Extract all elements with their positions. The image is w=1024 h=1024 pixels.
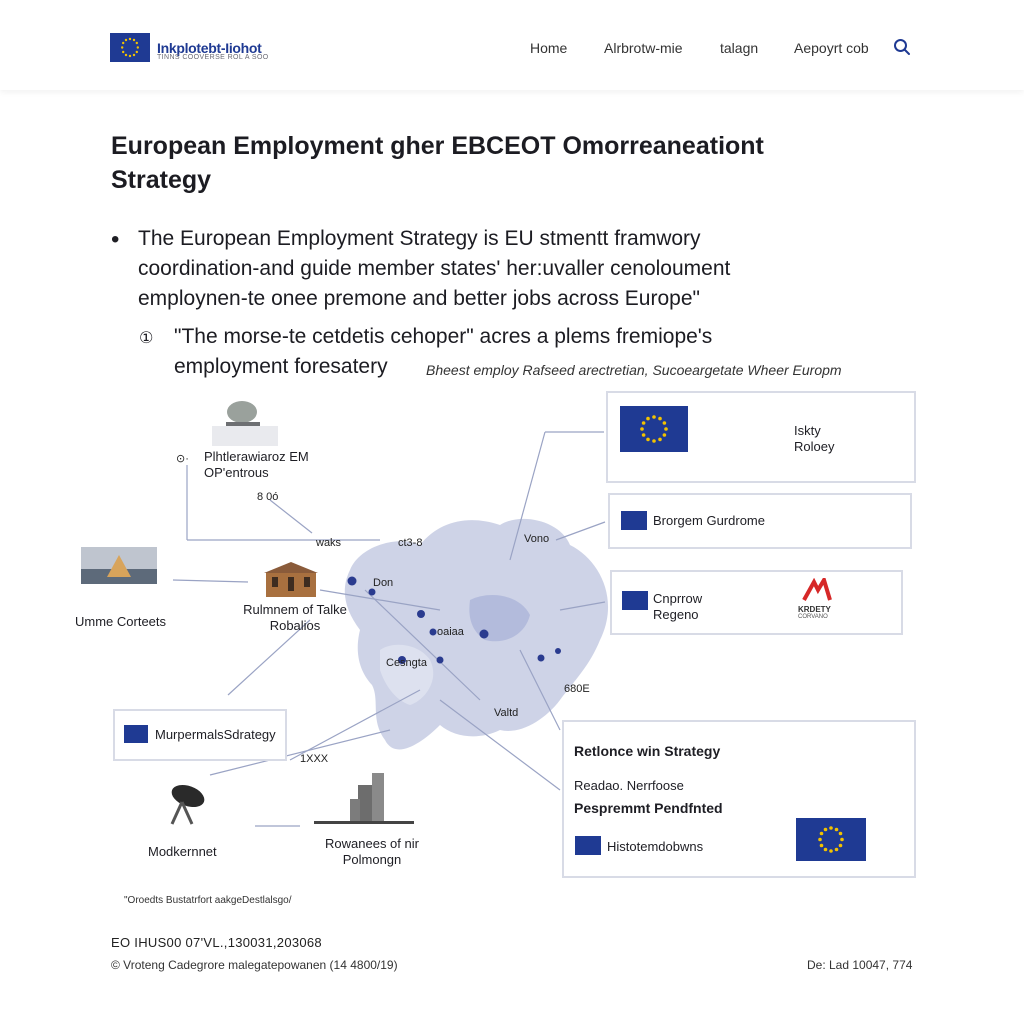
- satellite-dish-image: [160, 780, 208, 828]
- map-label: Cesngta: [386, 657, 427, 669]
- tower-image: [314, 765, 414, 827]
- partner-logo-subtext: CORVANO: [798, 614, 828, 620]
- left-top-label: Plhtlerawiaroz EM OP'entrous: [204, 449, 309, 480]
- building-label: Rulmnem of Talke Robalios: [243, 602, 347, 633]
- footer-document-id: EO IHUS00 07'VL.,130031,203068: [111, 935, 322, 950]
- strategy-panel-line-1: Readao. Nerrfoose: [574, 778, 684, 793]
- eu-flag-icon: [575, 836, 601, 855]
- nav-item-2[interactable]: Alrbrotw-mie: [604, 40, 683, 56]
- site-title[interactable]: Inkplotebt-Iiohot: [157, 40, 262, 56]
- tower-label: Rowanees of nir Polmongn: [325, 836, 419, 867]
- left-image-label: Umme Corteets: [75, 614, 167, 629]
- europe-map: [345, 519, 608, 750]
- left-top-number: 8 0ó: [257, 491, 279, 503]
- sculpture-image: [212, 398, 278, 446]
- dish-label: Modkernnet: [148, 844, 217, 859]
- strategy-panel-flag-label: Histotemdobwns: [607, 839, 704, 854]
- info-box-2-label: Brorgem Gurdrome: [653, 513, 765, 528]
- partner-logo-text: KRDETY: [798, 605, 831, 614]
- eu-stars-icon: [110, 33, 150, 62]
- eu-stars-icon: [796, 818, 866, 861]
- building-image: [262, 561, 320, 597]
- strategy-panel-line-2: Pespremmt Pendfnted: [574, 800, 723, 816]
- search-icon[interactable]: [893, 38, 911, 56]
- footer-date: De: Lad 10047, 774: [807, 958, 913, 972]
- map-label: oaiaa: [437, 626, 464, 638]
- map-label: Don: [373, 577, 394, 589]
- info-box-1-label: Iskty Roloey: [794, 423, 835, 454]
- tower-top-label: 1XXX: [300, 753, 329, 765]
- sub-paragraph-note: Bheest employ Rafseed arectretian, Sucoeargetate Wheer Europm: [426, 362, 842, 378]
- eu-flag-icon: [622, 591, 648, 610]
- eu-flag-large-icon: [796, 818, 866, 861]
- eu-flag-icon: [124, 725, 148, 743]
- nav-home[interactable]: Home: [530, 40, 568, 56]
- bullet-dot: •: [111, 226, 120, 253]
- info-box-3-label: Cnprrow Regeno: [653, 591, 703, 622]
- map-label: Valtd: [494, 707, 519, 719]
- nav-item-4[interactable]: Aepoyrt cob: [794, 40, 869, 56]
- eye-icon: ⊙·: [176, 453, 189, 465]
- eu-flag-icon: [621, 511, 647, 530]
- intro-paragraph: The European Employment Strategy is EU stmentt framwory coordination-and guide member states' her:uvaller cenoloument employnen-te onee premone and better jobs across Europe": [138, 227, 731, 310]
- page-title: European Employment gher EBCEOT Omorreaneationt Strategy: [111, 132, 764, 194]
- nav-item-3[interactable]: talagn: [720, 40, 759, 56]
- map-label: waks: [316, 537, 342, 549]
- eu-flag-icon: [620, 406, 688, 452]
- map-label: Vono: [524, 533, 550, 545]
- eu-stars-icon: [620, 406, 688, 452]
- sub-bullet-marker: ①: [139, 330, 154, 347]
- partner-logo-icon: [800, 578, 832, 604]
- strategy-panel-title: Retlonce win Strategy: [574, 743, 721, 759]
- footer-note: "Oroedts Bustatrfort aakgeDestlalsgo/: [124, 895, 292, 906]
- strategy-box-label[interactable]: MurpermalsSdrategy: [155, 727, 276, 742]
- landscape-image: [81, 547, 157, 584]
- sub-paragraph: "The morse-te cetdetis cehoper" acres a plems fremiope's employment foresatery: [174, 325, 713, 378]
- map-label: 680E: [564, 683, 590, 695]
- map-label: ct3-8: [398, 537, 423, 549]
- site-header: [0, 0, 1024, 90]
- eu-flag-logo[interactable]: [110, 33, 150, 62]
- footer-copyright: © Vroteng Cadegrore malegatepowanen (14 4800/19): [111, 958, 398, 972]
- site-subtitle: TINNS COOVERSE ROL A SOO: [157, 54, 269, 61]
